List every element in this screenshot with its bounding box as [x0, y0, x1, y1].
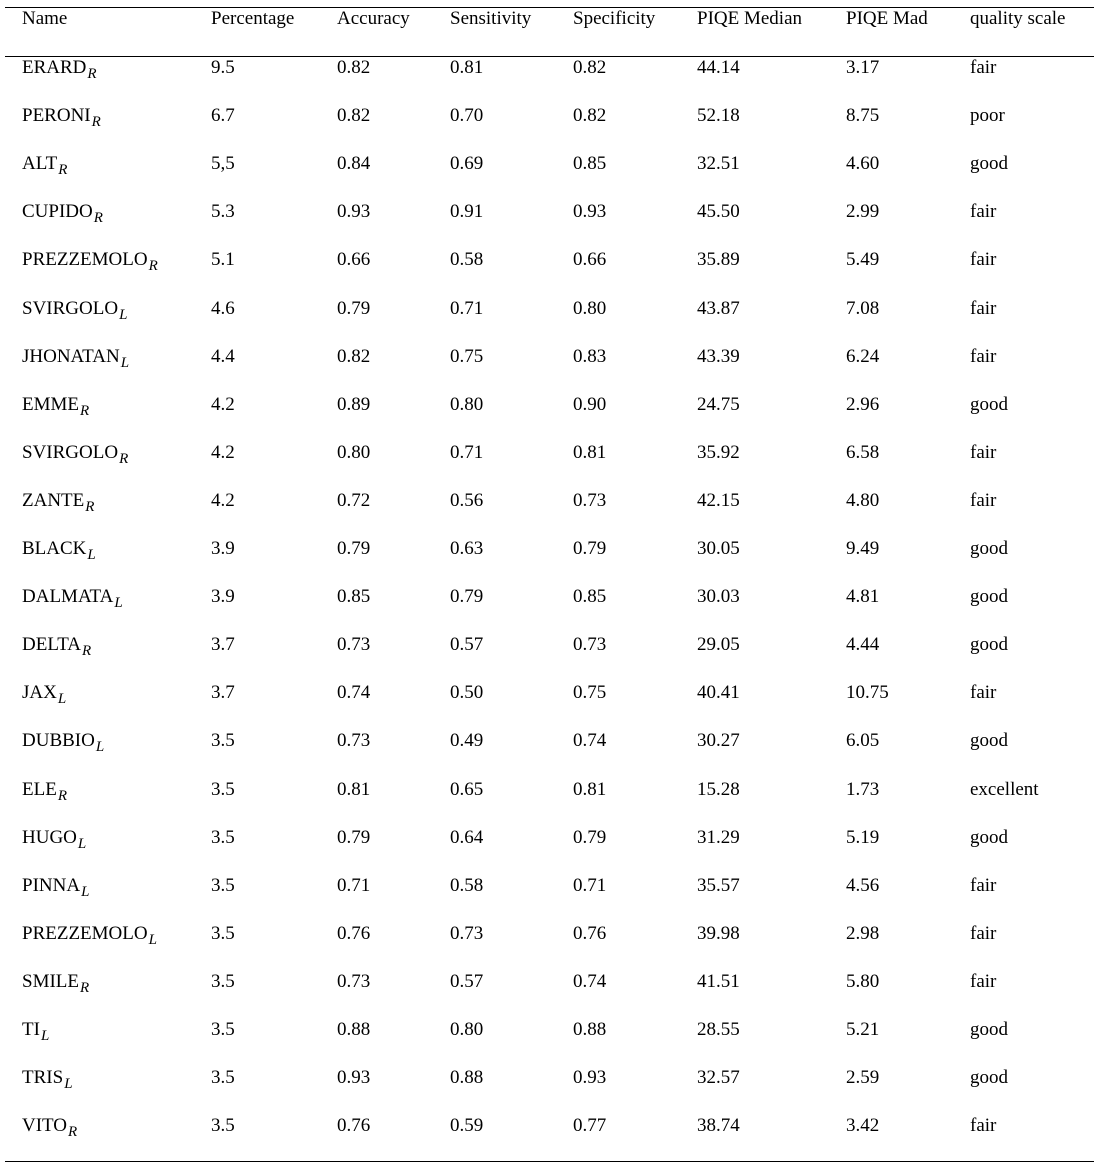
- table-row: [0, 586, 1108, 634]
- cell-quality-scale: good: [970, 538, 1008, 559]
- table-row: [0, 538, 1108, 586]
- cell-sensitivity: 0.71: [450, 298, 484, 319]
- cell-quality-scale: fair: [970, 249, 997, 270]
- cell-specificity: 0.82: [573, 105, 607, 126]
- cell-name: [22, 875, 90, 900]
- cell-name-text: DALMATA: [22, 586, 114, 607]
- cell-accuracy: 0.73: [337, 730, 371, 751]
- cell-percentage: 9.5: [211, 57, 235, 78]
- cell-accuracy: 0.80: [337, 442, 371, 463]
- cell-piqe-mad: 3.42: [846, 1115, 880, 1136]
- cell-piqe-mad: 4.81: [846, 586, 880, 607]
- cell-name-subscript: L: [77, 836, 87, 852]
- cell-name-subscript: L: [120, 355, 130, 371]
- cell-piqe-mad: 7.08: [846, 298, 880, 319]
- cell-accuracy: 0.76: [337, 923, 371, 944]
- cell-piqe-median: 39.98: [697, 923, 740, 944]
- cell-name: [22, 682, 67, 707]
- cell-quality-scale: fair: [970, 298, 997, 319]
- cell-sensitivity: 0.88: [450, 1067, 484, 1088]
- cell-quality-scale: fair: [970, 971, 997, 992]
- cell-sensitivity: 0.80: [450, 1019, 484, 1040]
- header-name: Name: [22, 8, 68, 29]
- cell-accuracy: 0.71: [337, 875, 371, 896]
- cell-name: [22, 153, 68, 178]
- table-row: [0, 1115, 1108, 1163]
- cell-sensitivity: 0.49: [450, 730, 484, 751]
- cell-name: [22, 346, 130, 371]
- cell-name: [22, 442, 129, 467]
- cell-piqe-mad: 6.05: [846, 730, 880, 751]
- cell-percentage: 5,5: [211, 153, 235, 174]
- cell-sensitivity: 0.75: [450, 346, 484, 367]
- cell-piqe-median: 38.74: [697, 1115, 740, 1136]
- cell-quality-scale: good: [970, 153, 1008, 174]
- cell-percentage: 5.3: [211, 201, 235, 222]
- cell-name-text: ELE: [22, 779, 57, 800]
- cell-specificity: 0.76: [573, 923, 607, 944]
- cell-sensitivity: 0.50: [450, 682, 484, 703]
- cell-piqe-median: 43.87: [697, 298, 740, 319]
- cell-specificity: 0.66: [573, 249, 607, 270]
- cell-piqe-mad: 4.80: [846, 490, 880, 511]
- cell-piqe-median: 35.57: [697, 875, 740, 896]
- cell-piqe-median: 30.03: [697, 586, 740, 607]
- cell-specificity: 0.77: [573, 1115, 607, 1136]
- cell-piqe-median: 15.28: [697, 779, 740, 800]
- cell-name: [22, 249, 158, 274]
- cell-sensitivity: 0.57: [450, 634, 484, 655]
- cell-name-subscript: R: [93, 210, 103, 226]
- cell-quality-scale: fair: [970, 1115, 997, 1136]
- cell-name-text: PINNA: [22, 875, 81, 896]
- cell-percentage: 3.7: [211, 682, 235, 703]
- cell-sensitivity: 0.73: [450, 923, 484, 944]
- cell-name-text: DUBBIO: [22, 730, 95, 751]
- cell-name-subscript: L: [119, 307, 128, 323]
- cell-specificity: 0.79: [573, 538, 607, 559]
- table-header-row: [0, 8, 1108, 56]
- cell-piqe-mad: 6.58: [846, 442, 880, 463]
- cell-percentage: 3.5: [211, 875, 235, 896]
- table-row: [0, 1019, 1108, 1067]
- cell-quality-scale: good: [970, 394, 1008, 415]
- cell-name: [22, 1067, 73, 1092]
- header-quality-scale: quality scale: [970, 8, 1066, 29]
- cell-quality-scale: good: [970, 586, 1008, 607]
- cell-name-subscript: L: [114, 595, 123, 611]
- cell-name: [22, 538, 96, 563]
- cell-piqe-median: 40.41: [697, 682, 740, 703]
- header-piqe-median: PIQE Median: [697, 8, 803, 29]
- cell-name-subscript: R: [87, 66, 97, 82]
- cell-piqe-median: 31.29: [697, 827, 740, 848]
- cell-percentage: 5.1: [211, 249, 235, 270]
- cell-percentage: 4.4: [211, 346, 235, 367]
- cell-name: [22, 779, 67, 804]
- cell-specificity: 0.74: [573, 730, 607, 751]
- cell-name-text: TI: [22, 1019, 40, 1040]
- cell-percentage: 3.5: [211, 1019, 235, 1040]
- cell-piqe-median: 32.51: [697, 153, 740, 174]
- cell-piqe-mad: 8.75: [846, 105, 880, 126]
- cell-specificity: 0.85: [573, 153, 607, 174]
- table-row: [0, 442, 1108, 490]
- cell-percentage: 3.5: [211, 923, 235, 944]
- cell-piqe-mad: 4.44: [846, 634, 880, 655]
- cell-piqe-median: 43.39: [697, 346, 740, 367]
- cell-piqe-median: 30.27: [697, 730, 740, 751]
- cell-specificity: 0.83: [573, 346, 607, 367]
- cell-piqe-median: 28.55: [697, 1019, 740, 1040]
- cell-name-subscript: R: [82, 643, 92, 659]
- cell-quality-scale: fair: [970, 201, 997, 222]
- cell-name-text: ERARD: [22, 57, 87, 78]
- cell-piqe-mad: 4.60: [846, 153, 880, 174]
- cell-name: [22, 394, 90, 419]
- cell-sensitivity: 0.71: [450, 442, 484, 463]
- cell-specificity: 0.74: [573, 971, 607, 992]
- cell-quality-scale: good: [970, 1067, 1008, 1088]
- cell-name: [22, 1019, 50, 1044]
- cell-piqe-median: 44.14: [697, 57, 740, 78]
- cell-quality-scale: excellent: [970, 779, 1039, 800]
- cell-percentage: 3.7: [211, 634, 235, 655]
- cell-name-subscript: L: [81, 884, 90, 900]
- cell-specificity: 0.93: [573, 201, 607, 222]
- cell-percentage: 4.2: [211, 394, 235, 415]
- cell-piqe-mad: 6.24: [846, 346, 880, 367]
- cell-piqe-mad: 2.99: [846, 201, 880, 222]
- cell-sensitivity: 0.80: [450, 394, 484, 415]
- cell-name: [22, 730, 105, 755]
- cell-percentage: 3.5: [211, 971, 235, 992]
- cell-specificity: 0.90: [573, 394, 607, 415]
- cell-name-subscript: R: [148, 258, 158, 274]
- cell-name-text: SVIRGOLO: [22, 442, 119, 463]
- cell-percentage: 3.5: [211, 730, 235, 751]
- cell-piqe-median: 35.89: [697, 249, 740, 270]
- table-row: [0, 730, 1108, 778]
- table-row: [0, 105, 1108, 153]
- cell-accuracy: 0.85: [337, 586, 371, 607]
- table-row: [0, 394, 1108, 442]
- cell-piqe-mad: 4.56: [846, 875, 880, 896]
- cell-name-subscript: L: [57, 691, 67, 707]
- cell-piqe-mad: 9.49: [846, 538, 880, 559]
- cell-sensitivity: 0.58: [450, 875, 484, 896]
- cell-percentage: 4.6: [211, 298, 235, 319]
- cell-piqe-median: 35.92: [697, 442, 740, 463]
- cell-specificity: 0.88: [573, 1019, 607, 1040]
- header-percentage: Percentage: [211, 8, 295, 29]
- cell-name-text: VITO: [22, 1115, 68, 1136]
- cell-sensitivity: 0.58: [450, 249, 484, 270]
- cell-accuracy: 0.73: [337, 634, 371, 655]
- cell-sensitivity: 0.79: [450, 586, 484, 607]
- cell-accuracy: 0.88: [337, 1019, 371, 1040]
- cell-accuracy: 0.79: [337, 827, 371, 848]
- table-row: [0, 923, 1108, 971]
- cell-name-text: BLACK: [22, 538, 87, 559]
- cell-quality-scale: fair: [970, 57, 997, 78]
- table-row: [0, 682, 1108, 730]
- cell-name-text: DELTA: [22, 634, 81, 655]
- cell-quality-scale: good: [970, 634, 1008, 655]
- table-row: [0, 1067, 1108, 1115]
- cell-piqe-median: 41.51: [697, 971, 740, 992]
- cell-sensitivity: 0.70: [450, 105, 484, 126]
- cell-name-subscript: R: [57, 788, 67, 804]
- cell-percentage: 4.2: [211, 442, 235, 463]
- cell-quality-scale: good: [970, 730, 1008, 751]
- cell-piqe-mad: 1.73: [846, 779, 880, 800]
- cell-accuracy: 0.81: [337, 779, 371, 800]
- cell-specificity: 0.85: [573, 586, 607, 607]
- cell-accuracy: 0.93: [337, 201, 371, 222]
- header-accuracy: Accuracy: [337, 8, 410, 29]
- cell-accuracy: 0.93: [337, 1067, 371, 1088]
- cell-name-subscript: R: [80, 403, 90, 419]
- cell-piqe-mad: 2.59: [846, 1067, 880, 1088]
- cell-piqe-median: 42.15: [697, 490, 740, 511]
- cell-percentage: 3.5: [211, 827, 235, 848]
- cell-specificity: 0.81: [573, 779, 607, 800]
- cell-specificity: 0.82: [573, 57, 607, 78]
- cell-name: [22, 923, 157, 948]
- cell-name-subscript: R: [68, 1124, 78, 1140]
- cell-name-text: JHONATAN: [22, 346, 120, 367]
- cell-specificity: 0.80: [573, 298, 607, 319]
- cell-name-text: SVIRGOLO: [22, 298, 119, 319]
- cell-sensitivity: 0.81: [450, 57, 484, 78]
- cell-name: [22, 1115, 78, 1140]
- cell-accuracy: 0.66: [337, 249, 371, 270]
- cell-specificity: 0.73: [573, 490, 607, 511]
- cell-piqe-mad: 5.19: [846, 827, 880, 848]
- cell-specificity: 0.79: [573, 827, 607, 848]
- cell-name: [22, 201, 103, 226]
- cell-sensitivity: 0.65: [450, 779, 484, 800]
- cell-quality-scale: fair: [970, 346, 997, 367]
- cell-piqe-mad: 3.17: [846, 57, 880, 78]
- cell-name-text: PREZZEMOLO: [22, 923, 148, 944]
- cell-specificity: 0.81: [573, 442, 607, 463]
- cell-percentage: 3.9: [211, 538, 235, 559]
- table-row: [0, 298, 1108, 346]
- cell-sensitivity: 0.57: [450, 971, 484, 992]
- cell-sensitivity: 0.63: [450, 538, 484, 559]
- cell-piqe-mad: 5.21: [846, 1019, 880, 1040]
- cell-sensitivity: 0.64: [450, 827, 484, 848]
- cell-name: [22, 971, 90, 996]
- table-row: [0, 57, 1108, 105]
- cell-name: [22, 586, 123, 611]
- cell-piqe-median: 29.05: [697, 634, 740, 655]
- cell-percentage: 3.5: [211, 1115, 235, 1136]
- cell-sensitivity: 0.91: [450, 201, 484, 222]
- cell-name: [22, 298, 128, 323]
- table-row: [0, 875, 1108, 923]
- cell-name-text: CUPIDO: [22, 201, 93, 222]
- table-row: [0, 490, 1108, 538]
- cell-piqe-median: 30.05: [697, 538, 740, 559]
- cell-percentage: 6.7: [211, 105, 235, 126]
- table-row: [0, 346, 1108, 394]
- cell-accuracy: 0.84: [337, 153, 371, 174]
- cell-accuracy: 0.79: [337, 298, 371, 319]
- cell-percentage: 3.5: [211, 1067, 235, 1088]
- cell-accuracy: 0.82: [337, 57, 371, 78]
- cell-name-text: ALT: [22, 153, 58, 174]
- cell-specificity: 0.71: [573, 875, 607, 896]
- cell-name-subscript: L: [95, 739, 105, 755]
- cell-percentage: 3.5: [211, 779, 235, 800]
- cell-name-text: JAX: [22, 682, 57, 703]
- table-row: [0, 634, 1108, 682]
- cell-name-subscript: R: [119, 451, 129, 467]
- cell-accuracy: 0.82: [337, 346, 371, 367]
- cell-name: [22, 827, 87, 852]
- table-row: [0, 827, 1108, 875]
- table-bottom-rule: [5, 1161, 1094, 1162]
- cell-quality-scale: good: [970, 827, 1008, 848]
- cell-accuracy: 0.74: [337, 682, 371, 703]
- table-row: [0, 249, 1108, 297]
- cell-accuracy: 0.89: [337, 394, 371, 415]
- header-specificity: Specificity: [573, 8, 656, 29]
- cell-accuracy: 0.72: [337, 490, 371, 511]
- cell-quality-scale: fair: [970, 682, 997, 703]
- cell-quality-scale: fair: [970, 442, 997, 463]
- table-row: [0, 779, 1108, 827]
- cell-sensitivity: 0.59: [450, 1115, 484, 1136]
- cell-piqe-mad: 10.75: [846, 682, 889, 703]
- cell-quality-scale: fair: [970, 875, 997, 896]
- cell-name: [22, 634, 92, 659]
- cell-quality-scale: fair: [970, 490, 997, 511]
- cell-name-subscript: L: [148, 932, 157, 948]
- table-row: [0, 971, 1108, 1019]
- cell-name-subscript: R: [85, 499, 95, 515]
- cell-piqe-mad: 2.98: [846, 923, 880, 944]
- cell-name-text: HUGO: [22, 827, 77, 848]
- cell-name: [22, 57, 97, 82]
- cell-piqe-median: 45.50: [697, 201, 740, 222]
- table-row: [0, 201, 1108, 249]
- cell-sensitivity: 0.69: [450, 153, 484, 174]
- cell-name-subscript: R: [91, 114, 101, 130]
- cell-piqe-median: 52.18: [697, 105, 740, 126]
- header-sensitivity: Sensitivity: [450, 8, 532, 29]
- cell-specificity: 0.73: [573, 634, 607, 655]
- cell-name-text: TRIS: [22, 1067, 64, 1088]
- cell-sensitivity: 0.56: [450, 490, 484, 511]
- cell-accuracy: 0.82: [337, 105, 371, 126]
- cell-name-subscript: L: [40, 1028, 50, 1044]
- cell-name-text: PREZZEMOLO: [22, 249, 148, 270]
- cell-quality-scale: poor: [970, 105, 1005, 126]
- cell-name-text: PERONI: [22, 105, 91, 126]
- cell-name-subscript: R: [58, 162, 68, 178]
- cell-name: [22, 105, 101, 130]
- cell-piqe-median: 32.57: [697, 1067, 740, 1088]
- cell-name: [22, 490, 95, 515]
- header-piqe-mad: PIQE Mad: [846, 8, 928, 29]
- cell-name-text: ZANTE: [22, 490, 85, 511]
- table-row: [0, 153, 1108, 201]
- cell-piqe-mad: 5.80: [846, 971, 880, 992]
- cell-quality-scale: good: [970, 1019, 1008, 1040]
- cell-accuracy: 0.76: [337, 1115, 371, 1136]
- cell-name-text: SMILE: [22, 971, 79, 992]
- cell-piqe-mad: 2.96: [846, 394, 880, 415]
- cell-percentage: 3.9: [211, 586, 235, 607]
- cell-percentage: 4.2: [211, 490, 235, 511]
- cell-accuracy: 0.73: [337, 971, 371, 992]
- cell-specificity: 0.75: [573, 682, 607, 703]
- cell-accuracy: 0.79: [337, 538, 371, 559]
- cell-specificity: 0.93: [573, 1067, 607, 1088]
- cell-name-text: EMME: [22, 394, 79, 415]
- cell-piqe-mad: 5.49: [846, 249, 880, 270]
- cell-name-subscript: L: [87, 547, 96, 563]
- cell-name-subscript: L: [64, 1076, 73, 1092]
- cell-piqe-median: 24.75: [697, 394, 740, 415]
- cell-name-subscript: R: [80, 980, 90, 996]
- cell-quality-scale: fair: [970, 923, 997, 944]
